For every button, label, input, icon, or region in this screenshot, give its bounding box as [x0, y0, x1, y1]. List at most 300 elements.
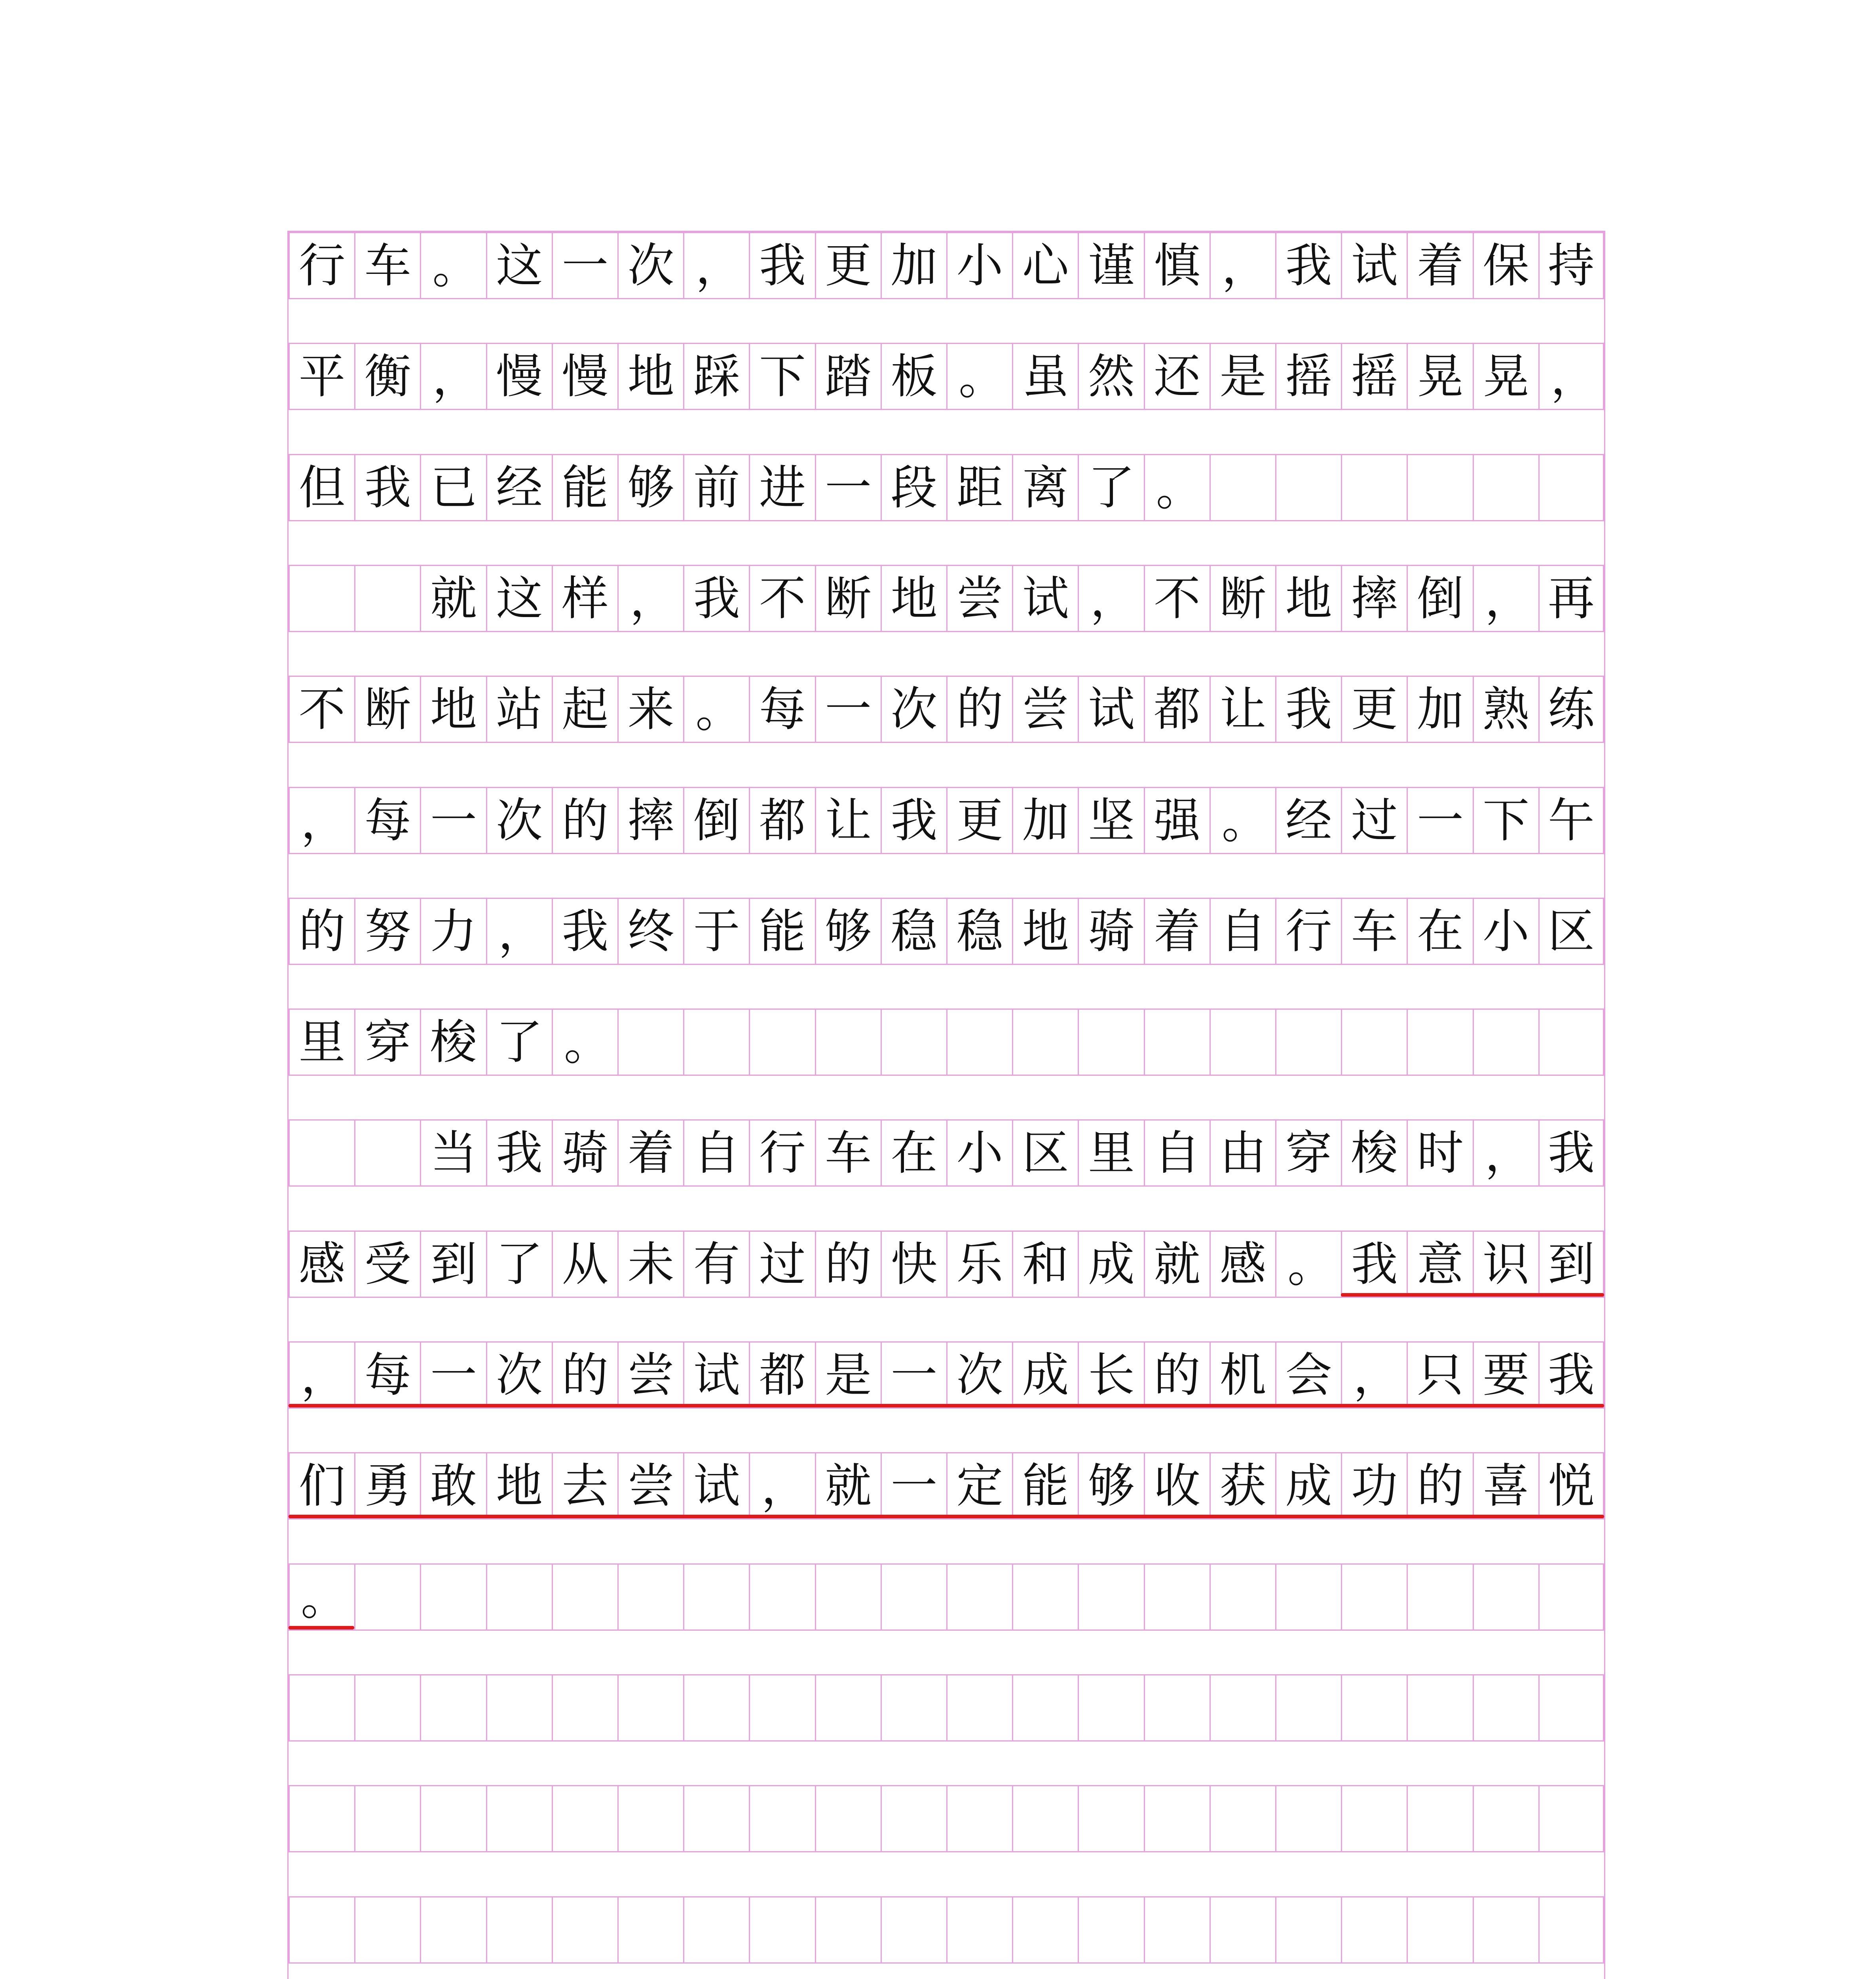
grid-char: 小	[1483, 904, 1530, 959]
grid-row	[289, 1119, 1604, 1187]
grid-cell	[552, 1785, 617, 1852]
grid-char: 经	[496, 460, 543, 515]
grid-cell	[1210, 565, 1275, 632]
grid-char: 梭	[1351, 1126, 1398, 1181]
grid-cell	[683, 1452, 749, 1519]
grid-cell	[1407, 1008, 1472, 1076]
grid-cell	[1341, 787, 1407, 854]
grid-char: 。	[564, 1016, 611, 1071]
grid-cell	[1407, 343, 1472, 410]
grid-char: 慢	[562, 349, 609, 404]
grid-row	[289, 1896, 1604, 1964]
grid-char: 一	[891, 1459, 938, 1514]
grid-cell	[1012, 1563, 1078, 1631]
grid-char: 行	[759, 1126, 806, 1181]
grid-char: 都	[759, 1348, 806, 1402]
grid-cell	[749, 454, 815, 521]
grid-char: 次	[496, 793, 543, 848]
grid-cell	[1012, 1785, 1078, 1852]
grid-char: 每	[364, 793, 411, 848]
grid-char: 。	[1287, 1238, 1335, 1293]
grid-cell	[1144, 1452, 1210, 1519]
grid-cell	[1078, 232, 1143, 299]
grid-char: 努	[364, 904, 411, 959]
grid-row	[289, 787, 1604, 854]
grid-row	[289, 1341, 1604, 1409]
grid-cell	[289, 343, 354, 410]
grid-char: 地	[891, 571, 938, 626]
grid-cell	[1144, 1119, 1210, 1187]
grid-char: ，	[301, 1349, 348, 1404]
grid-cell	[946, 1674, 1012, 1742]
grid-cell	[749, 1341, 815, 1409]
grid-char: 快	[891, 1236, 938, 1291]
grid-char: 收	[1154, 1459, 1201, 1514]
grid-cell	[1275, 343, 1341, 410]
grid-cell	[946, 565, 1012, 632]
grid-cell	[1538, 1341, 1604, 1409]
grid-cell	[1341, 232, 1407, 299]
grid-cell	[1275, 1341, 1341, 1409]
grid-char: 感	[298, 1236, 346, 1291]
grid-cell	[1341, 1231, 1407, 1298]
grid-cell	[1407, 676, 1472, 743]
grid-cell	[1341, 1896, 1407, 1964]
grid-cell	[815, 565, 881, 632]
grid-cell	[1473, 1341, 1538, 1409]
grid-cell	[946, 1563, 1012, 1631]
grid-cell	[683, 1563, 749, 1631]
grid-cell	[486, 1008, 552, 1076]
grid-char: 地	[496, 1459, 543, 1514]
grid-cell	[1078, 1119, 1143, 1187]
grid-char: 穿	[364, 1015, 411, 1070]
grid-cell	[1538, 343, 1604, 410]
grid-cell	[1078, 676, 1143, 743]
grid-char: 终	[627, 904, 674, 959]
grid-char: 就	[430, 571, 477, 626]
grid-char: 能	[1022, 1459, 1069, 1514]
grid-char: 着	[627, 1126, 674, 1181]
grid-cell	[420, 1674, 486, 1742]
grid-row	[289, 898, 1604, 965]
grid-char: 断	[364, 682, 411, 737]
grid-cell	[1078, 565, 1143, 632]
grid-char: 练	[1548, 682, 1595, 737]
grid-char: 车	[364, 238, 411, 293]
grid-char: 了	[496, 1015, 543, 1070]
grid-cell	[289, 1896, 354, 1964]
grid-char: 受	[364, 1236, 411, 1291]
grid-cell	[815, 232, 881, 299]
grid-cell	[1210, 787, 1275, 854]
grid-cell	[1473, 1785, 1538, 1852]
grid-cell	[946, 1231, 1012, 1298]
grid-char: 摇	[1285, 349, 1332, 404]
grid-cell	[1012, 454, 1078, 521]
grid-cell	[552, 898, 617, 965]
grid-cell	[881, 1452, 946, 1519]
grid-cell	[1538, 898, 1604, 965]
grid-char: 一	[430, 793, 477, 848]
grid-char: 不	[1154, 571, 1201, 626]
grid-cell	[1341, 898, 1407, 965]
grid-cell	[1144, 676, 1210, 743]
grid-cell	[486, 898, 552, 965]
grid-char: 长	[1088, 1348, 1135, 1402]
grid-cell	[552, 1674, 617, 1742]
grid-cell	[420, 454, 486, 521]
grid-cell	[1407, 1452, 1472, 1519]
grid-cell	[881, 1674, 946, 1742]
grid-char: 机	[1219, 1348, 1266, 1402]
grid-char: 试	[693, 1459, 740, 1514]
grid-char: 慎	[1154, 238, 1201, 293]
grid-cell	[946, 1896, 1012, 1964]
grid-char: 我	[1548, 1126, 1595, 1181]
red-underline	[289, 1515, 1604, 1518]
grid-cell	[354, 1008, 420, 1076]
grid-cell	[1538, 1008, 1604, 1076]
grid-char: 这	[496, 238, 543, 293]
grid-cell	[1210, 343, 1275, 410]
grid-cell	[683, 232, 749, 299]
grid-cell	[946, 1119, 1012, 1187]
grid-cell	[354, 454, 420, 521]
grid-cell	[354, 898, 420, 965]
grid-char: 就	[825, 1459, 872, 1514]
grid-cell	[486, 1674, 552, 1742]
grid-char: 着	[1154, 904, 1201, 959]
grid-char: 持	[1548, 238, 1595, 293]
grid-cell	[815, 676, 881, 743]
grid-char: 样	[562, 571, 609, 626]
grid-cell	[552, 1008, 617, 1076]
grid-cell	[1341, 565, 1407, 632]
grid-row	[289, 565, 1604, 632]
grid-cell	[946, 232, 1012, 299]
grid-cell	[815, 1452, 881, 1519]
grid-char: 了	[1088, 460, 1135, 515]
grid-cell	[1473, 1452, 1538, 1519]
grid-cell	[486, 787, 552, 854]
grid-cell	[420, 898, 486, 965]
grid-char: 骑	[562, 1126, 609, 1181]
grid-cell	[749, 1896, 815, 1964]
grid-char: 梭	[430, 1015, 477, 1070]
grid-cell	[1473, 454, 1538, 521]
grid-cell	[1078, 1452, 1143, 1519]
grid-cell	[1144, 1896, 1210, 1964]
grid-cell	[1144, 898, 1210, 965]
grid-cell	[1473, 1896, 1538, 1964]
grid-char: ，	[498, 905, 545, 960]
grid-char: 够	[825, 904, 872, 959]
grid-row	[289, 1231, 1604, 1298]
grid-cell	[1275, 565, 1341, 632]
grid-cell	[683, 454, 749, 521]
grid-char: 我	[1548, 1348, 1595, 1402]
grid-char: 衡	[364, 349, 411, 404]
grid-cell	[1538, 565, 1604, 632]
grid-cell	[1538, 1896, 1604, 1964]
grid-char: 和	[1022, 1236, 1069, 1291]
grid-cell	[683, 1231, 749, 1298]
grid-char: 只	[1416, 1348, 1464, 1402]
grid-char: 区	[1548, 904, 1595, 959]
grid-cell	[881, 454, 946, 521]
grid-char: 自	[693, 1126, 740, 1181]
grid-cell	[815, 1674, 881, 1742]
grid-char: 地	[1022, 904, 1069, 959]
grid-cell	[1144, 1231, 1210, 1298]
grid-char: 稳	[891, 904, 938, 959]
grid-row	[289, 1452, 1604, 1519]
grid-cell	[1538, 1231, 1604, 1298]
grid-char: 来	[627, 682, 674, 737]
grid-cell	[617, 787, 683, 854]
grid-cell	[552, 1896, 617, 1964]
grid-char: 定	[956, 1459, 1003, 1514]
grid-char: 成	[1088, 1236, 1135, 1291]
grid-cell	[881, 1008, 946, 1076]
grid-cell	[1012, 1008, 1078, 1076]
grid-cell	[1144, 787, 1210, 854]
grid-cell	[1210, 1785, 1275, 1852]
grid-cell	[1012, 1231, 1078, 1298]
grid-char: 不	[298, 682, 346, 737]
grid-cell	[552, 343, 617, 410]
grid-cell	[1341, 454, 1407, 521]
grid-char: 一	[562, 238, 609, 293]
grid-cell	[749, 898, 815, 965]
grid-char: ，	[1485, 1127, 1532, 1182]
grid-char: 一	[430, 1348, 477, 1402]
grid-cell	[683, 1896, 749, 1964]
grid-char: 这	[496, 571, 543, 626]
grid-char: 行	[1285, 904, 1332, 959]
grid-cell	[815, 898, 881, 965]
grid-char: 时	[1416, 1126, 1464, 1181]
grid-cell	[1078, 1563, 1143, 1631]
grid-cell	[420, 232, 486, 299]
grid-cell	[1341, 343, 1407, 410]
grid-cell	[486, 565, 552, 632]
grid-cell	[1538, 1563, 1604, 1631]
grid-cell	[881, 1341, 946, 1409]
grid-cell	[1012, 787, 1078, 854]
grid-char: 次	[627, 238, 674, 293]
grid-char: 当	[430, 1126, 477, 1181]
grid-char: ，	[1485, 572, 1532, 627]
grid-cell	[1538, 1119, 1604, 1187]
grid-cell	[552, 565, 617, 632]
grid-cell	[1341, 1785, 1407, 1852]
grid-cell	[420, 1341, 486, 1409]
grid-char: 踩	[693, 349, 740, 404]
grid-char: 都	[759, 793, 806, 848]
grid-cell	[1473, 232, 1538, 299]
grid-char: 我	[1285, 238, 1332, 293]
grid-char: 是	[1219, 349, 1266, 404]
grid-char: 我	[759, 238, 806, 293]
grid-cell	[1538, 787, 1604, 854]
grid-cell	[881, 565, 946, 632]
grid-cell	[1538, 1785, 1604, 1852]
grid-char: 能	[562, 460, 609, 515]
grid-char: 骑	[1088, 904, 1135, 959]
grid-char: 里	[1088, 1126, 1135, 1181]
grid-cell	[1144, 565, 1210, 632]
grid-char: 前	[693, 460, 740, 515]
grid-char: 于	[693, 904, 740, 959]
grid-cell	[354, 1896, 420, 1964]
grid-cell	[289, 454, 354, 521]
grid-cell	[1144, 1674, 1210, 1742]
grid-char: 加	[1416, 682, 1464, 737]
grid-cell	[420, 1896, 486, 1964]
grid-cell	[1078, 343, 1143, 410]
grid-cell	[881, 1563, 946, 1631]
grid-cell	[486, 1563, 552, 1631]
grid-char: 保	[1483, 238, 1530, 293]
grid-char: 的	[562, 1348, 609, 1402]
grid-cell	[1210, 898, 1275, 965]
grid-cell	[486, 1119, 552, 1187]
grid-cell	[289, 232, 354, 299]
grid-cell	[1144, 1008, 1210, 1076]
grid-char: 平	[298, 349, 346, 404]
grid-char: 加	[1022, 793, 1069, 848]
grid-cell	[749, 1231, 815, 1298]
grid-cell	[354, 343, 420, 410]
grid-char: 尝	[1022, 682, 1069, 737]
grid-cell	[1144, 1341, 1210, 1409]
grid-cell	[749, 1119, 815, 1187]
grid-char: 的	[1416, 1459, 1464, 1514]
grid-cell	[815, 343, 881, 410]
grid-cell	[289, 787, 354, 854]
grid-char: 次	[891, 682, 938, 737]
grid-char: 让	[1219, 682, 1266, 737]
grid-char: 。	[959, 350, 1006, 405]
grid-cell	[486, 343, 552, 410]
grid-char: 一	[891, 1348, 938, 1402]
grid-char: 的	[956, 682, 1003, 737]
grid-cell	[617, 898, 683, 965]
grid-cell	[617, 1563, 683, 1631]
grid-char: 的	[562, 793, 609, 848]
grid-cell	[552, 1563, 617, 1631]
grid-char: 悦	[1548, 1459, 1595, 1514]
red-underline	[289, 1626, 354, 1630]
grid-cell	[1078, 898, 1143, 965]
grid-char: 由	[1219, 1126, 1266, 1181]
grid-char: 感	[1219, 1236, 1266, 1291]
grid-cell	[1275, 1785, 1341, 1852]
grid-cell	[1078, 1674, 1143, 1742]
grid-char: ，	[432, 350, 479, 405]
grid-char: 每	[759, 682, 806, 737]
grid-char: 我	[693, 571, 740, 626]
grid-cell	[1473, 1231, 1538, 1298]
grid-char: 自	[1154, 1126, 1201, 1181]
grid-cell	[1078, 1785, 1143, 1852]
grid-cell	[1407, 454, 1472, 521]
grid-row	[289, 454, 1604, 521]
red-underline	[1341, 1293, 1604, 1297]
grid-char: 试	[1351, 238, 1398, 293]
grid-cell	[420, 676, 486, 743]
grid-char: 我	[496, 1126, 543, 1181]
grid-char: ，	[695, 239, 742, 294]
grid-cell	[881, 787, 946, 854]
grid-cell	[1407, 1341, 1472, 1409]
grid-cell	[1144, 1785, 1210, 1852]
grid-cell	[946, 1452, 1012, 1519]
grid-char: 慢	[496, 349, 543, 404]
grid-cell	[1407, 565, 1472, 632]
grid-cell	[946, 343, 1012, 410]
grid-char: 离	[1022, 460, 1069, 515]
grid-cell	[1407, 232, 1472, 299]
grid-cell	[354, 1119, 420, 1187]
grid-char: 距	[956, 460, 1003, 515]
grid-cell	[1473, 787, 1538, 854]
grid-char: 午	[1548, 793, 1595, 848]
grid-char: 区	[1022, 1126, 1069, 1181]
grid-char: 再	[1548, 571, 1595, 626]
grid-char: 够	[1088, 1459, 1135, 1514]
grid-cell	[1078, 787, 1143, 854]
grid-cell	[552, 1452, 617, 1519]
grid-cell	[617, 232, 683, 299]
grid-cell	[683, 1674, 749, 1742]
grid-char: 未	[627, 1236, 674, 1291]
grid-cell	[1407, 1896, 1472, 1964]
grid-cell	[749, 565, 815, 632]
grid-cell	[354, 232, 420, 299]
grid-cell	[486, 232, 552, 299]
grid-cell	[617, 454, 683, 521]
grid-cell	[617, 343, 683, 410]
grid-char: 。	[1156, 461, 1203, 516]
grid-cell	[749, 343, 815, 410]
grid-cell	[289, 676, 354, 743]
grid-cell	[881, 1896, 946, 1964]
grid-cell	[1210, 1008, 1275, 1076]
grid-char: 进	[759, 460, 806, 515]
grid-cell	[1144, 232, 1210, 299]
grid-cell	[1275, 787, 1341, 854]
grid-cell	[617, 1341, 683, 1409]
grid-char: 踏	[825, 349, 872, 404]
grid-cell	[552, 1341, 617, 1409]
grid-cell	[486, 1896, 552, 1964]
grid-cell	[1473, 343, 1538, 410]
grid-cell	[749, 1452, 815, 1519]
grid-cell	[1473, 1119, 1538, 1187]
grid-row	[289, 1008, 1604, 1076]
grid-row	[289, 1563, 1604, 1631]
grid-cell	[946, 1341, 1012, 1409]
grid-cell	[1012, 232, 1078, 299]
grid-cell	[289, 1563, 354, 1631]
grid-cell	[1341, 1008, 1407, 1076]
grid-cell	[815, 454, 881, 521]
grid-char: 试	[693, 1348, 740, 1402]
grid-cell	[1275, 232, 1341, 299]
